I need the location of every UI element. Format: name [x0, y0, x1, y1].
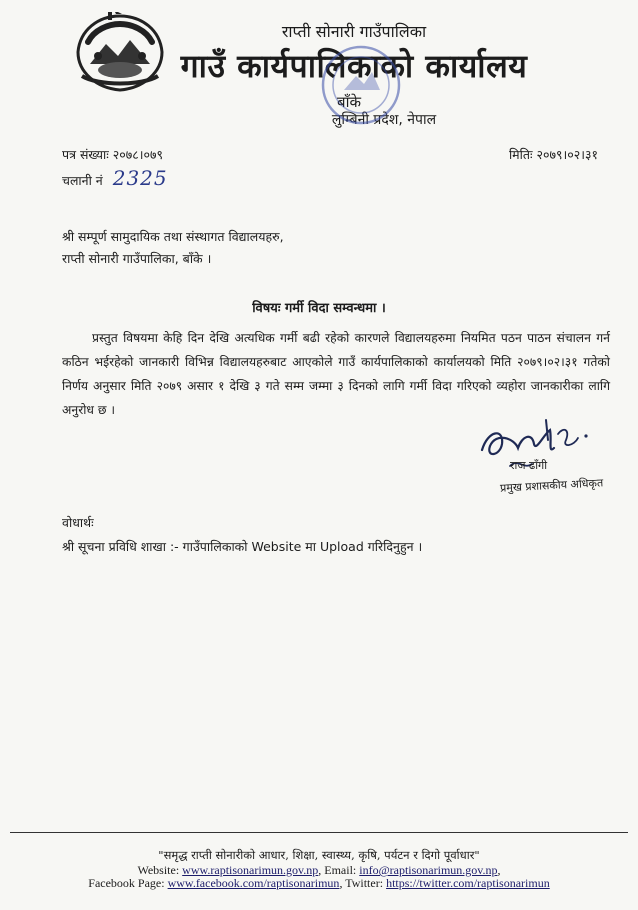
signatory-name: राज ढाँगी [510, 459, 548, 472]
office-stamp [316, 40, 406, 130]
email-link[interactable]: info@raptisonarimun.gov.np [359, 863, 498, 877]
cc-label: वोधार्थः [62, 515, 94, 530]
email-label: Email: [324, 863, 357, 877]
dispatch-number [62, 166, 168, 190]
website-link[interactable]: www.raptisonarimun.gov.np [182, 863, 319, 877]
footer-divider [10, 832, 628, 833]
letter-reference-number: पत्र संख्याः २०७८।०७९ [62, 147, 163, 162]
letter-body: प्रस्तुत विषयमा केहि दिन देखि अत्यधिक गर्मी बढी रहेको कारणले विद्यालयहरुमा नियमित पठन पाठन संचालन गर्न कठिन भईरहेको जानकारी विभिन्न विद्यालयहरुबाट आएकोले गाउँ कार्यपालिकाको कार्यालयको मिति २०७९।०२।३१ गतेको निर्णय अनुसार मिति २०७९ असार १ देखि ३ गते सम्म जम्मा ३ दिनको लागि गर्मी विदा गरिएको व्यहोरा जानकारीका लागि अनुरोध छ । [62, 331, 610, 417]
office-title: गाउँ कार्यपालिकाको कार्यालय [180, 47, 528, 85]
signatory-title: प्रमुख प्रशासकीय अधिकृत [499, 476, 604, 495]
footer-contact: Website: www.raptisonarimun.gov.np, Email: info@raptisonarimun.gov.np, [137, 863, 501, 877]
footer-social: Facebook Page: www.facebook.com/raptisonarimun, Twitter: https://twitter.com/raptisonarimun [88, 876, 550, 890]
letter-subject: विषयः गर्मी विदा सम्वन्धमा । [252, 301, 386, 316]
dispatch-number-value: 2325 [112, 166, 168, 190]
footer-slogan: "समृद्ध राप्ती सोनारीको आधार, शिक्षा, स्वास्थ्य, कृषि, पर्यटन र दिगो पूर्वाधार" [158, 848, 480, 862]
letter-date: मितिः २०७९।०२।३१ [508, 147, 598, 162]
twitter-link[interactable]: https://twitter.com/raptisonarimun [386, 876, 550, 890]
dispatch-label: चलानी नं [62, 173, 103, 188]
twitter-label: Twitter: [345, 876, 384, 890]
website-label: Website: [137, 863, 180, 877]
facebook-link[interactable]: www.facebook.com/raptisonarimun [167, 876, 340, 890]
office-location: बाँके [337, 93, 361, 111]
recipient-line-2: राप्ती सोनारी गाउँपालिका, बाँके । [62, 251, 212, 266]
recipient-line-1: श्री सम्पूर्ण सामुदायिक तथा संस्थागत विद्यालयहरु, [62, 229, 284, 244]
office-province: लुम्बिनी प्रदेश, नेपाल [331, 112, 437, 128]
facebook-label: Facebook Page: [88, 876, 165, 890]
municipality-name: राप्ती सोनारी गाउँपालिका [281, 22, 427, 41]
cc-recipient-line: श्री सूचना प्रविधि शाखा :- गाउँपालिकाको Website मा Upload गरिदिनुहुन । [62, 539, 423, 554]
